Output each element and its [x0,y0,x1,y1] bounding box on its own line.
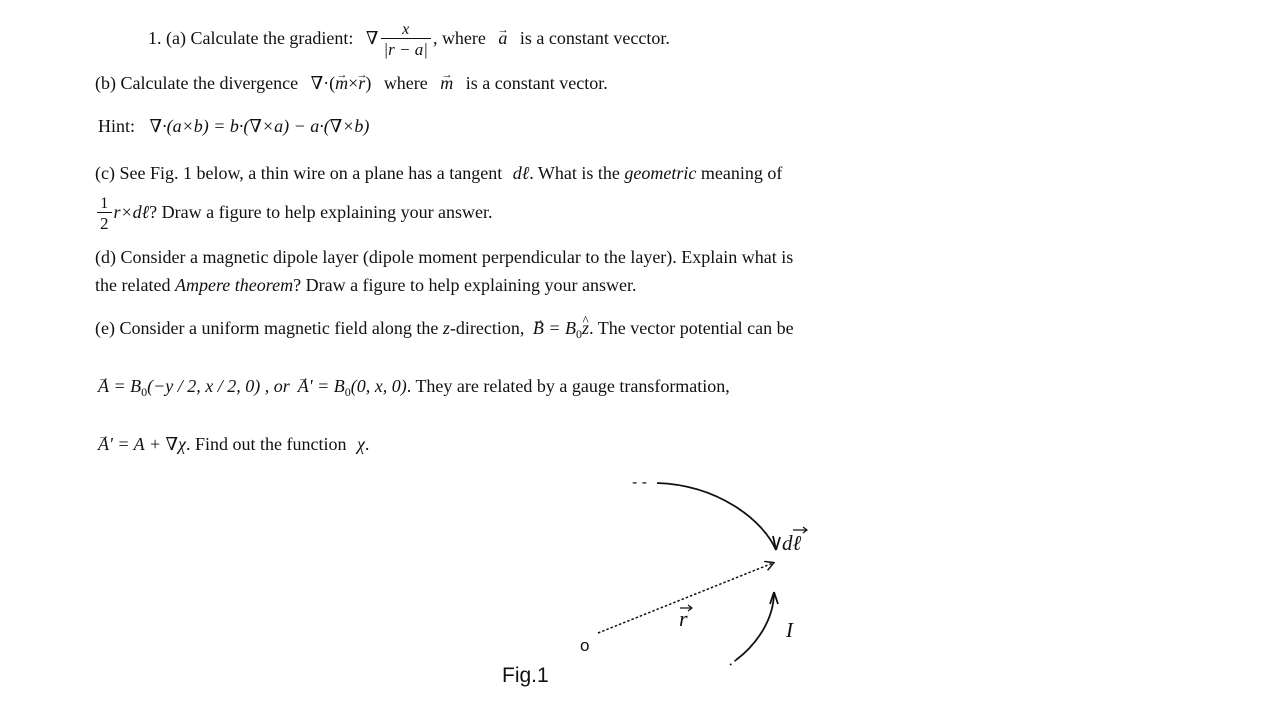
part-c-line1 [95,162,782,184]
vector-r: → r [358,72,365,94]
A-prime-args: (0, x, 0) [350,376,407,396]
vector-m: → m [335,72,348,94]
part-d-line2 [95,274,636,296]
origin-label: o [580,636,590,655]
half-denominator: 2 [97,212,112,232]
part-d-line1 [95,246,793,268]
A-subscript: 0 [141,385,148,399]
vector-A-prime: → A [298,375,309,397]
cross-symbol: × [348,73,359,93]
current-label: I [786,618,793,642]
dl-symbol: dℓ [512,163,530,183]
gauge-expression: ' = A + ∇χ [109,434,186,454]
part-b-lead: (b) Calculate the divergence [95,73,299,93]
part-e-mid: -direction, [449,318,525,338]
z-hat: ^ z [582,317,589,339]
ampere-theorem: Ampere theorem [174,275,294,295]
part-b-where: where [383,73,428,93]
wire-curve-lower [736,592,774,660]
A-prime-subscript: 0 [344,385,351,399]
A-args: (−y / 2, x / 2, 0) , or [147,376,290,396]
vector-a: → a [498,27,507,49]
part-c-lead: (c) See Fig. 1 below, a thin wire on a plane has a tangent [95,163,503,183]
divergence-expr [311,73,372,93]
vector-A-prime-2: → A [98,433,109,455]
dl-label: dℓ [782,531,802,555]
vector-B: → B [533,317,544,339]
fraction-numerator: x [402,21,410,38]
vector-A: → A [98,375,109,397]
figure-caption: Fig.1 [502,664,549,687]
part-d-text: (d) Consider a magnetic dipole layer (dipole moment perpendicular to the layer). Explain what is [95,247,794,267]
fraction-denominator: |r − a| [381,38,431,58]
part-a-lead: 1. (a) Calculate the gradient: [148,28,354,49]
part-e-line3-tail: . Find out the function [185,434,347,454]
B-subscript: 0 [576,327,583,341]
A-prime-equals: ' = B [308,376,345,396]
part-e-line2-tail: . They are related by a gauge transformation, [406,376,730,396]
half-numerator: 1 [100,194,109,212]
part-c-line2-tail: ? Draw a figure to help explaining your answer. [149,202,493,222]
part-c-line2 [95,192,493,232]
part-a-where: , where [432,28,486,49]
figure-1 [480,460,840,700]
hint-expression: ∇·(a×b) = b·(∇×a) − a·(∇×b) [149,116,370,136]
part-b [95,72,608,94]
gradient-fraction [381,22,431,58]
geometric-word: geometric [624,163,697,183]
part-a-tail: is a constant vecctor. [519,28,670,49]
part-d-tail: ? Draw a figure to help explaining your answer. [293,275,637,295]
part-e-line2 [98,375,730,403]
hint-label: Hint: [98,116,136,136]
z-symbol: z [442,318,450,338]
part-c-mid: . What is the [529,163,620,183]
part-e-line1 [95,317,794,345]
chi-symbol: χ [356,434,365,454]
expr-open: ∇·( [310,73,336,93]
part-c-tail: meaning of [700,163,783,183]
wire-dashed-end [730,660,736,665]
part-a [148,22,670,58]
final-period: . [364,434,370,454]
cross-expression: r×dℓ [113,202,150,222]
expr-close: ) [365,73,372,93]
half-fraction [97,196,112,232]
dl-arrowhead [773,536,780,550]
hint [98,115,369,137]
part-b-tail: is a constant vector. [465,73,608,93]
B-equals: = B [543,318,577,338]
part-e-line3 [98,433,369,455]
vector-m-2: → m [440,72,453,94]
wire-curve-upper [657,483,776,550]
top-dash-marks: - - [632,474,648,491]
part-d-lead: the related [95,275,171,295]
r-vector-label: r [679,606,688,631]
part-e-tail: . The vector potential can be [589,318,794,338]
part-e-lead: (e) Consider a uniform magnetic field along the [95,318,439,338]
nabla-symbol: ∇ [365,28,379,49]
A-equals: = B [109,376,142,396]
